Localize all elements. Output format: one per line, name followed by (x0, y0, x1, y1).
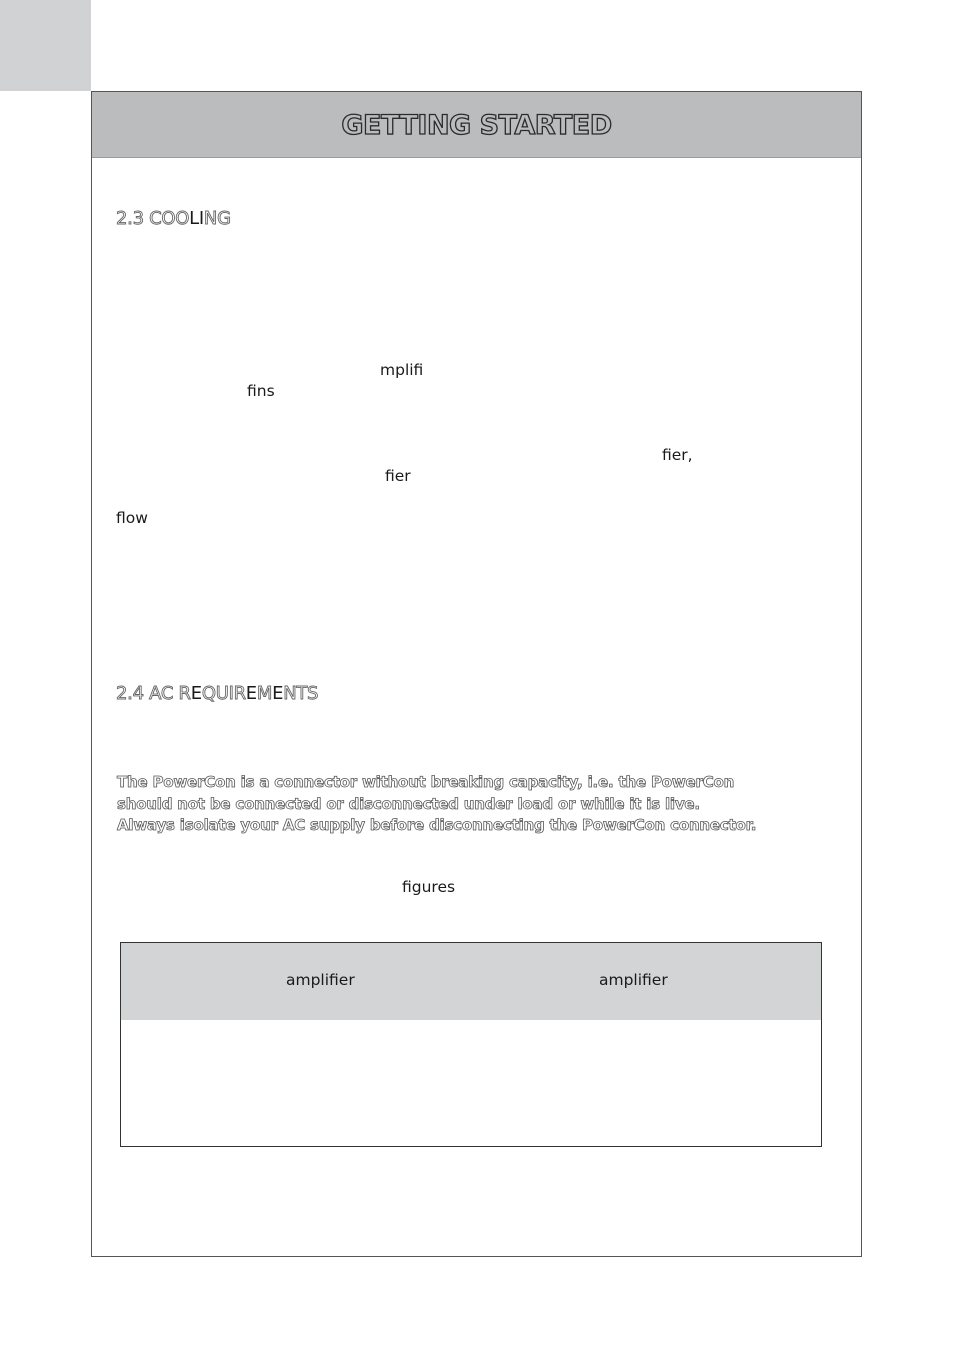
text-fragment: fier, (662, 446, 693, 464)
cooling-heading (116, 208, 231, 229)
page-title: GETTING STARTED (341, 110, 612, 141)
ac-heading-part: E (272, 683, 284, 704)
text-fragment: flow (116, 509, 148, 527)
cooling-heading-part: 2.3 COO (116, 208, 190, 229)
text-fragment: fins (247, 382, 275, 400)
table-header-cell: amplifier (286, 971, 355, 989)
ac-requirements-heading (116, 683, 318, 704)
text-fragment: mplifi (380, 361, 424, 379)
warning-line: Always isolate your AC supply before disconnecting the PowerCon connector. (117, 816, 757, 834)
ac-heading-part: M (256, 683, 273, 704)
ac-requirements-table (120, 942, 822, 1147)
cooling-heading-part: I (198, 208, 204, 229)
cooling-heading-part: NG (203, 208, 231, 229)
table-header-cell: amplifier (599, 971, 668, 989)
ac-heading-part: 2.4 AC R (116, 683, 191, 704)
powercon-warning (117, 772, 757, 837)
text-fragment: fier (385, 467, 411, 485)
warning-line: should not be connected or disconnected under load or while it is live. (117, 794, 700, 813)
ac-heading-part: E (190, 683, 202, 704)
ac-heading-part: E (245, 683, 257, 704)
ac-heading-part: QUIR (201, 683, 246, 704)
header-bar (92, 92, 861, 158)
page-corner-tab (0, 0, 91, 91)
cooling-heading-part: L (189, 208, 199, 229)
ac-heading-part: NTS (283, 683, 319, 704)
text-fragment: figures (402, 878, 456, 896)
table-header-row (121, 943, 821, 1020)
warning-line: The PowerCon is a connector without breaking capacity, i.e. the PowerCon (117, 773, 735, 791)
